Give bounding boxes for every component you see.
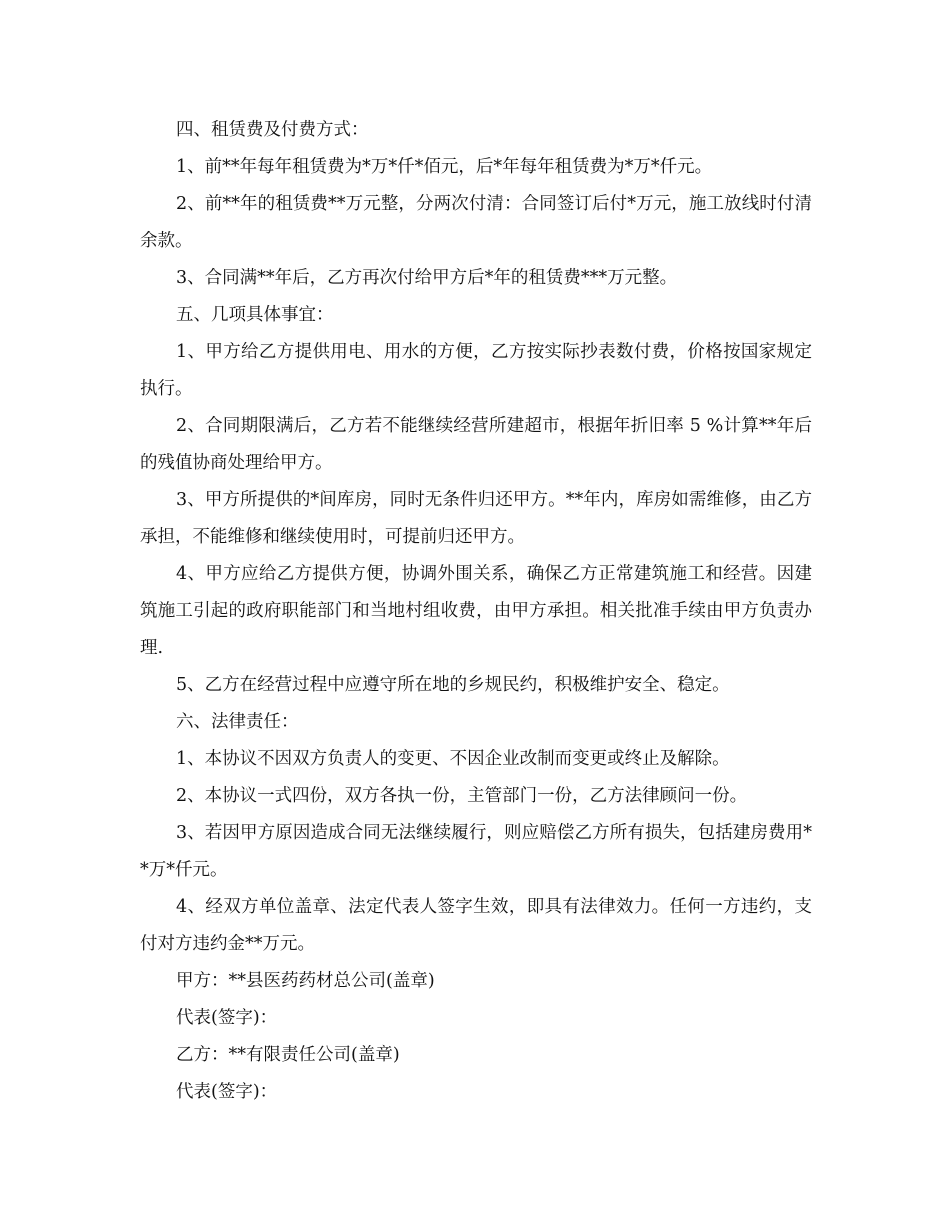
party-b-representative: 代表(签字)： (176, 1082, 278, 1102)
clause-rent-annual: 1、前**年每年租赁费为*万*仟*佰元，后*年每年租赁费为*万*仟元。 (176, 157, 713, 177)
clause-local-rules: 5、乙方在经营过程中应遵守所在地的乡规民约，积极维护安全、稳定。 (176, 675, 730, 695)
party-a-line: 甲方：**县医药药材总公司(盖章) (176, 971, 435, 991)
party-a-representative: 代表(签字)： (176, 1008, 278, 1028)
clause-effectiveness: 4、经双方单位盖章、法定代表人签字生效，即具有法律效力。任何一方违约，支付对方违约金**万元。 (140, 897, 812, 954)
clause-no-termination: 1、本协议不因双方负责人的变更、不因企业改制而变更或终止及解除。 (176, 749, 730, 769)
clause-warehouse: 3、甲方所提供的*间库房，同时无条件归还甲方。**年内，库房如需维修，由乙方承担，不能维修和继续使用时，可提前归还甲方。 (140, 490, 812, 547)
clause-copies: 2、本协议一式四份，双方各执一份，主管部门一份，乙方法律顾问一份。 (176, 786, 748, 806)
clause-utilities: 1、甲方给乙方提供用电、用水的方便，乙方按实际抄表数付费，价格按国家规定执行。 (140, 342, 812, 399)
clause-residual-value: 2、合同期限满后，乙方若不能继续经营所建超市，根据年折旧率 5 %计算**年后的残值协商处理给甲方。 (140, 416, 812, 473)
clause-rent-later-payment: 3、合同满**年后，乙方再次付给甲方后*年的租赁费***万元整。 (176, 268, 678, 288)
document-body (140, 112, 812, 1111)
section-heading-legal-liability: 六、法律责任： (176, 712, 299, 732)
clause-compensation: 3、若因甲方原因造成合同无法继续履行，则应赔偿乙方所有损失，包括建房费用**万*仟元。 (140, 823, 812, 880)
party-b-line: 乙方：**有限责任公司(盖章) (176, 1045, 400, 1065)
section-heading-rent: 四、租赁费及付费方式： (176, 120, 369, 140)
section-heading-specific-matters: 五、几项具体事宜： (176, 305, 334, 325)
clause-coordination: 4、甲方应给乙方提供方便，协调外围关系，确保乙方正常建筑施工和经营。因建筑施工引起的政府职能部门和当地村组收费，由甲方承担。相关批准手续由甲方负责办理. (140, 564, 812, 658)
clause-rent-payment-installments: 2、前**年的租赁费**万元整，分两次付清：合同签订后付*万元，施工放线时付清余款。 (140, 194, 812, 251)
